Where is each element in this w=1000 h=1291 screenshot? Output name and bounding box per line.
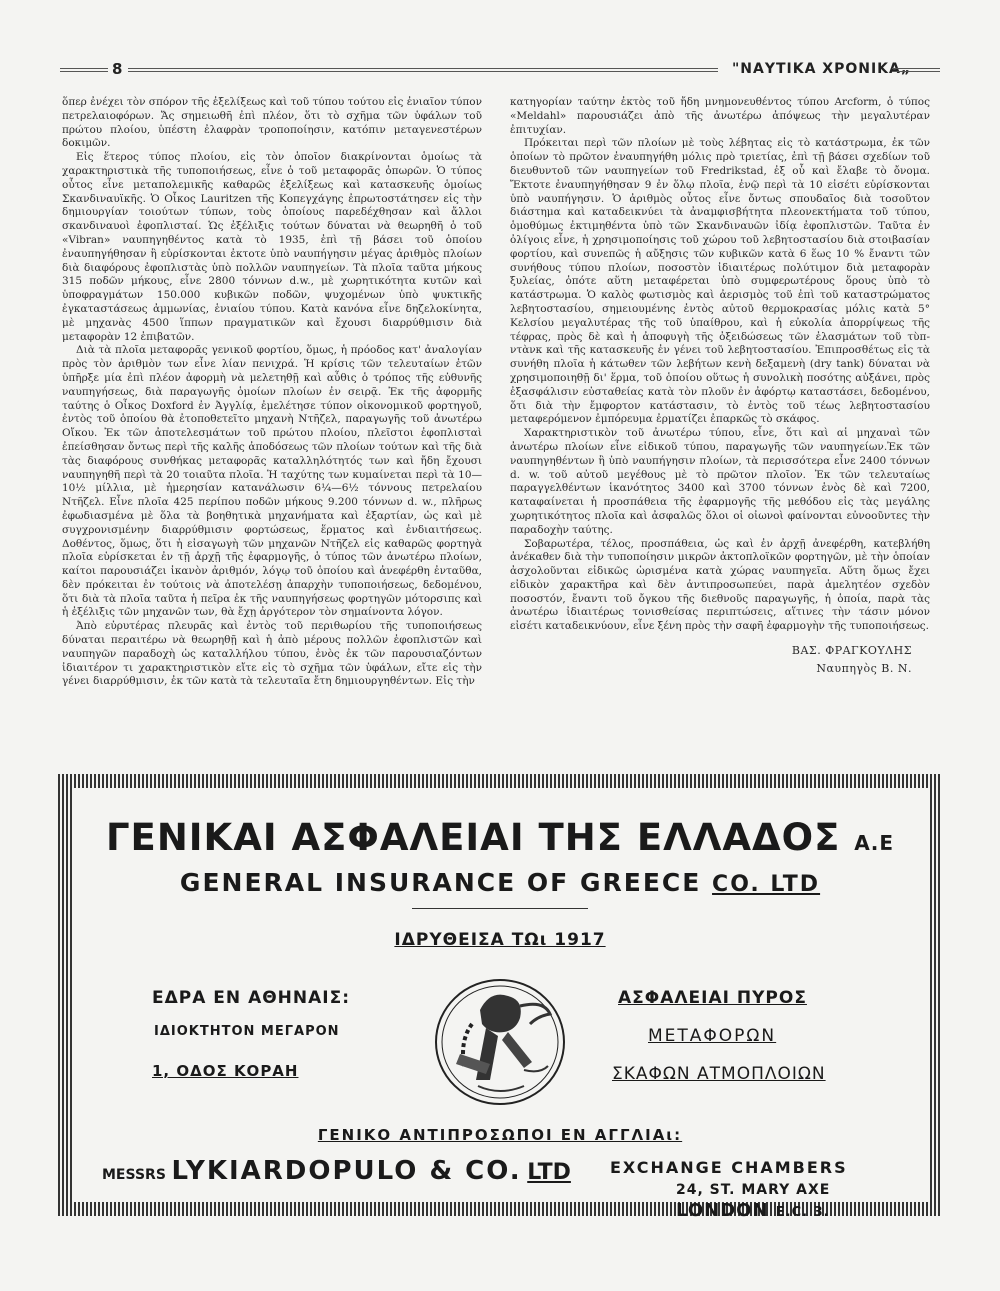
ad-agent-suffix: LTD	[527, 1160, 571, 1185]
ad-seat-building: ΙΔΙΟΚΤΗΤΟΝ ΜΕΓΑΡΟΝ	[154, 1024, 340, 1039]
ad-insurance-steamships: ΣΚΑΦΩΝ ΑΤΜΟΠΛΟΙΩΝ	[612, 1064, 826, 1084]
ad-seat-heading: ΕΔΡΑ ΕΝ ΑΘΗΝΑΙΣ:	[152, 988, 351, 1008]
ad-title-greek-text: ΓΕΝΙΚΑΙ ΑΣΦΑΛΕΙΑΙ ΤΗΣ ΕΛΛΑΔΟΣ	[105, 816, 841, 859]
ad-insurance-fire: ΑΣΦΑΛΕΙΑΙ ΠΥΡΟΣ	[618, 988, 807, 1008]
ad-title-greek-suffix: Α.Ε	[854, 831, 895, 855]
article-paragraph: Διὰ τὰ πλοῖα μεταφορᾶς γενικοῦ φορτίου, ὅμως, ἡ πρόοδος κατ' ἀναλογίαν πρὸς τὸν ἀριθμὸν των εἶνε λίαν πενιχρά. Ἡ κρίσις τῶν τελευταίων ἐτῶν ὑπῆρξε μία ἐπὶ πλέον ἀφορμὴ νὰ μελετηθῇ καὶ αὖθις ὁ τρόπος τῆς εὐθυνῆς ναυπηγήσεως, διὰ παραγωγῆς ὁμοίων πλοίων ἐν σειρᾷ. Ἐκ τῆς ἀφορμῆς ταύτης ὁ Οἶκος Doxford ἐν Ἀγγλίᾳ, ἐμελέτησε τύπον οἰκονομικοῦ φορτηγοῦ, ἐντὸς τοῦ ὁποίου θὰ ἐτοποθετεῖτο μηχανὴ Ντῆζελ, παραγωγῆς τοῦ ἀνωτέρω Οἴκου. Ἐκ τῶν ἀποτελεσμάτων τοῦ πρώτου πλοίου, πλεῖστοι ἐφοπλισταὶ ἐπείσθησαν ὄντως περὶ τῆς καλῆς ἀποδόσεως τῶν πλοίων τούτων καὶ τῆς διὰ τὰς διαφόρους συνθήκας μεταφορᾶς καταλληλότητός των καὶ ἤδη ἔχουσι ναυπηγηθῆ περὶ τὰ 20 τοιαῦτα πλοῖα. Ἡ ταχύτης των κυμαίνεται περὶ τὰ 10—10½ μίλλια, μὲ ἡμερησίαν κατανάλωσιν 6¼—6½ τόννους πετρελαίου Ντῆζελ. Εἶνε πλοῖα 425 περίπου ποδῶν μήκους 9.200 τόννων d. w., πλῆρως ἐφωδιασμένα μὲ ὅλα τὰ βοηθητικὰ μηχανήματα καὶ ἐξαρτίαν, ὡς καὶ μὲ συγχρονισμένην διαρρύθμισιν φορτώσεως, ἕρματος καὶ ἐνδιαιτήσεως. Δοθέντος, ὅμως, ὅτι ἡ εἰσαγωγὴ τῶν μηχανῶν Ντῆζελ εἰς καθαρῶς φορτηγὰ πλοῖα εὑρίσκεται ἐν τῇ ἀρχῇ τῆς ἐφαρμογῆς, ὁ τύπος τῶν ἀνωτέρω πλοίων, καίτοι παρουσιάζει ἱκανὸν ἀριθμόν, λόγῳ τοῦ ὁποίου καὶ ἀνεφέρθη ἐνταῦθα, δὲν πρόκειται ἐν τούτοις νὰ ἀποτελέσῃ ἀπαρχὴν τυποποιήσεως, δεδομένου, ὅτι διὰ τὰ πλοῖα ταῦτα ἡ πεῖρα ἐκ τῆς ναυπηγήσεως φορτηγῶν μότορσιπς καὶ ἡ ἐξέλιξις τῶν μηχανῶν των, θὰ ἔχῃ ἀργότερον τὸν σημαίνοντα λόγον.	[62, 344, 482, 619]
article-paragraph: Πρόκειται περὶ τῶν πλοίων μὲ τοὺς λέβητας εἰς τὸ κατάστρωμα, ἐκ τῶν ὁποίων τὸ πρῶτον ἐναυπηγήθη μόλις πρὸ τριετίας, ἐπὶ τῇ βάσει σχεδίων τοῦ διευθυντοῦ τῶν ναυπηγείων τοῦ Fredrikstad, ἐξ οὗ καὶ ἔλαβε τὸ ὄνομα. Ἔκτοτε ἐναυπηγήθησαν 9 ἐν ὅλῳ πλοῖα, ἐνῷ περὶ τὰ 10 εἰσέτι εὑρίσκονται ὑπὸ ναυπήγησιν. Ὁ ἀριθμὸς οὗτος εἶνε ὄντως σπουδαῖος διὰ τοσοῦτον διάστημα καὶ καταδεικνύει τὰ ἀναμφισβήτητα πλεονεκτήματα τοῦ τύπου, ὁμοθύμως ἐκτιμηθέντα ὑπὸ τῶν Σκανδιναυῶν ἰδίᾳ ἐφοπλιστῶν. Ταῦτα ἐν ὀλίγοις εἶνε, ἡ χρησιμοποίησις τοῦ χώρου τοῦ λεβητοστασίου διὰ στοιβασίαν φορτίου, καὶ συνεπῶς ἡ αὔξησις τῶν κυβικῶν κατὰ 6 ἕως 10 % ἔναντι τῶν συνήθους τύπου πλοίων, ποσοστὸν ἰδιαιτέρως πολύτιμον διὰ μεταφορὰν ξυλείας, ὁπότε αὕτη μεταφέρεται ὑπὸ συμφερωτέρους ὅρους ὑπὸ τὸ κατάστρωμα. Ὁ καλὸς φωτισμὸς καὶ ἀερισμὸς τοῦ ἐπὶ τοῦ καταστρώματος λεβητοστασίου, σημειουμένης ἐντὸς αὐτοῦ θερμοκρασίας μόλις κατὰ 5° Κελσίου μεγαλυτέρας τῆς τοῦ ὑπαίθρου, καὶ ἡ εὐκολία ἀπορρίψεως τῆς τέφρας, πρὸς δὲ καὶ ἡ ἀποφυγὴ τῆς ὀξειδώσεως τῶν ἐλασμάτων τοῦ τὺπ-ντὰνκ καὶ τῆς κατασκευῆς ἐν γένει τοῦ λεβητοστασίου. Ἐπιπροσθέτως εἰς τὰ συνήθη πλοῖα ἡ κάτωθεν τῶν λεβήτων κενὴ δεξαμενὴ (dry tank) δύναται νὰ χρησιμοποιηθῇ δι' ἕρμα, τοῦ ὁποίου οὕτως ἡ συνολικὴ ποσότης αὐξάνει, πρὸς ἐξασφάλισιν εὐσταθείας κατὰ τὸν πλοῦν ἐν ἀφόρτῳ καταστάσει, δεδομένου, ὅτι διὰ τὴν ἔμφορτον κατάστασιν, τὸ ἐντὸς τοῦ τέως λεβητοστασίου μεταφερόμενον ἐμπόρευμα ἐρματίζει ἐπαρκῶς τὸ σκάφος.	[510, 137, 930, 426]
insurance-emblem-icon	[420, 970, 580, 1110]
ad-address-city-name: LONDON	[676, 1200, 769, 1221]
ad-agents-heading-text: ΓΕΝΙΚΟ ΑΝΤΙΠΡΟΣΩΠΟΙ ΕΝ ΑΓΓΛΙΑι:	[317, 1126, 683, 1144]
ad-address-city	[676, 1200, 830, 1221]
author-name: ΒΑΣ. ΦΡΑΓΚΟΥΛΗΣ	[791, 644, 912, 658]
ad-agent-name	[102, 1156, 571, 1186]
article-paragraph: Εἰς ἕτερος τύπος πλοίου, εἰς τὸν ὁποῖον διακρίνονται ὁμοίως τὰ χαρακτηριστικὰ τῆς τυποποιήσεως, εἶνε ὁ τοῦ μεταφορᾶς ὀπωρῶν. Ὁ τύπος οὗτος εἶνε μεταπολεμικῆς καθαρῶς ἐξελίξεως καὶ κατασκευῆς ὁμοίως Σκανδιναυϊκῆς. Ὁ Οἶκος Lauritzen τῆς Κοπεγχάγης ἐπρωτοστάτησεν εἰς τὴν δημιουργίαν τοιούτων τύπων, τοὺς ὁποίους παρεδέχθησαν καὶ ἄλλοι σκανδιναυοὶ ἐφοπλισταί. Ὡς ἐξέλιξις τούτων δύναται νὰ θεωρηθῆ ὁ τοῦ «Vibran» ναυπηγηθέντος κατὰ τὸ 1935, ἐπὶ τῇ βάσει τοῦ ὁποίου ἐναυπηγήθησαν ἢ εὑρίσκονται ἐκτοτε ὑπὸ ναυπήγησιν μέγας ἀριθμὸς πλοίων διὰ διαφόρους ἐφοπλιστὰς ὑπὸ πολλῶν ναυπηγείων. Τὰ πλοῖα ταῦτα μήκους 315 ποδῶν μήκους, εἶνε 2800 τόννων d.w., μὲ χωρητικότητα κυτῶν καὶ ὑποφραγμάτων 150.000 κυβικῶν ποδῶν, ψυχομένων ὑπὸ ψυκτικῆς ἐγκαταστάσεως ἀμμωνίας, ἑνιαίου τύπου. Κατὰ κανόνα εἶνε δηζελοκίνητα, μὲ μηχανὰς 4500 ἵππων πραγματικῶν καὶ ἔχουσι διαρρύθμισιν διὰ μεταφορὰν 12 ἐπιβατῶν.	[62, 151, 482, 343]
article-paragraph: κατηγορίαν ταύτην ἐκτὸς τοῦ ἤδη μνημονευθέντος τύπου Arcform, ὁ τύπος «Meldahl» παρουσιάζει ἀπὸ τῆς ἀνωτέρω ἀπόψεως τὴν μεγαλυτέραν ἐπιτυχίαν.	[510, 96, 930, 136]
ad-founded	[72, 930, 928, 950]
advertisement-body	[72, 788, 928, 1221]
ad-title-greek	[72, 816, 928, 859]
article-left-column	[62, 96, 482, 689]
article-paragraph: ὅπερ ἐνέχει τὸν σπόρον τῆς ἐξελίξεως καὶ τοῦ τύπου τούτου εἰς ἐνιαῖον τύπον πετρελαιοφόρων. Ἄς σημειωθῆ ἐπὶ πλέον, ὅτι τὸ σχῆμα τῶν ὑφάλων τοῦ πρώτου πλοίου, ὑπέστη ἐλαφρὰν τροποποίησιν, κατόπιν μεταγενεστέρων δοκιμῶν.	[62, 96, 482, 150]
ad-insurance-transport: ΜΕΤΑΦΟΡΩΝ	[648, 1026, 777, 1046]
ad-address-line1: EXCHANGE CHAMBERS	[610, 1158, 848, 1177]
ad-address-line2: 24, ST. MARY AXE	[676, 1182, 831, 1198]
journal-title: "ΝΑΥΤΙΚΑ ΧΡΟΝΙΚΑ„	[732, 61, 912, 77]
article-paragraph: Ἀπὸ εὐρυτέρας πλευρᾶς καὶ ἐντὸς τοῦ περιθωρίου τῆς τυποποιήσεως δύναται περαιτέρω νὰ θεωρηθῇ καὶ ἡ ἀπὸ μέρους πολλῶν ἐφοπλιστῶν καὶ ναυπηγῶν παραδοχὴ ὡς καταλλήλου τύπου, ἑνὸς ἐκ τῶν παρουσιαζόντων ἰδιαιτέρον τι χαρακτηριστικὸν εἴτε εἰς τὸ σχῆμα τῶν ὑφάλων, εἴτε εἰς τὴν γένει διαρρύθμισιν, ἐκ τῶν κατὰ τὰ τελευταῖα ἔτη δημιουργηθέντων. Εἰς τὴν	[62, 620, 482, 688]
ad-title-english-text: GENERAL INSURANCE OF GREECE	[179, 868, 702, 897]
author-title: Ναυπηγὸς Β. Ν.	[816, 662, 912, 676]
article-right-column	[510, 96, 930, 678]
header-rule-center	[128, 68, 718, 72]
page-header	[60, 60, 940, 82]
ad-title-english	[72, 868, 928, 897]
header-rule-left	[60, 68, 108, 72]
header-rule-right	[892, 68, 940, 72]
article-paragraph: Σοβαρωτέρα, τέλος, προσπάθεια, ὡς καὶ ἐν ἀρχῇ ἀνεφέρθη, κατεβλήθη ἀνέκαθεν διὰ τὴν τυποποίησιν μικρῶν ἀκτοπλοϊκῶν φορτηγῶν, μὲ τὴν ὁποίαν ἀσχολοῦνται εἰδικῶς ὡρισμένα κατὰ χώρας ναυπηγεῖα. Αὕτη ὅμως ἔχει εἰδικὸν χαρακτῆρα καὶ δὲν ἀντιπροσωπεύει, παρὰ ἀμελητέον σχεδὸν ποσοστόν, ἔναντι τοῦ ὄγκου τῆς διεθνοῦς παραγωγῆς, ἡ ὁποία, παρὰ τὰς ἀνωτέρω ἰδιαιτέρως τονισθείσας περιπτώσεις, αἵτινες τὴν τάσιν μόνον εἰσέτι καταδεικνύουν, εἶνε ξένη πρὸς τὴν σαφῆ ἐφαρμογὴν τῆς τυποποιήσεως.	[510, 537, 930, 633]
article-paragraph: Χαρακτηριστικὸν τοῦ ἀνωτέρω τύπου, εἶνε, ὅτι καὶ αἱ μηχαναὶ τῶν ἀνωτέρω πλοίων εἶνε εἰδικοῦ τύπου, παραγωγῆς τῶν ναυπηγείων.Ἐκ τῶν ναυπηγηθέντων ἢ ὑπὸ ναυπήγησιν πλοίων, τὰ περισσότερα εἶνε 2400 τόννων d. w. τοῦ αὐτοῦ μεγέθους μὲ τὸ πρῶτον πλοῖον. Ἐκ τῶν τελευταίως παραγγελθέντων ἱκανότητος 3400 καὶ 3700 τόννων ἑνὸς δὲ καὶ 7200, καταφαίνεται ἡ προσπάθεια τῆς ἐφαρμογῆς τῆς μεθόδου εἰς τὰς μεγάλης χωρητικότητος πλοῖα καὶ ἀσφαλῶς ὅλοι οἱ οἰωνοὶ φαίνονται εὐνοοῦντες τὴν παραδοχὴν ταύτης.	[510, 427, 930, 536]
author-signature	[510, 642, 930, 678]
ad-title-english-suffix: CO. LTD	[712, 872, 821, 897]
ad-seat-address: 1, ΟΔΟΣ ΚΟΡΑΗ	[152, 1062, 299, 1080]
ad-agent-prefix: MESSRS	[102, 1167, 166, 1183]
ad-address-postcode: E.C. 3.	[775, 1205, 830, 1220]
ad-agents-heading	[72, 1126, 928, 1144]
ad-agent-company: LYKIARDOPULO & CO.	[171, 1156, 522, 1186]
insurance-advertisement	[58, 774, 942, 1221]
ad-founded-text: ΙΔΡΥΘΕΙΣΑ ΤΩι 1917	[394, 930, 606, 950]
ad-divider	[412, 908, 588, 909]
page-number: 8	[112, 60, 123, 78]
